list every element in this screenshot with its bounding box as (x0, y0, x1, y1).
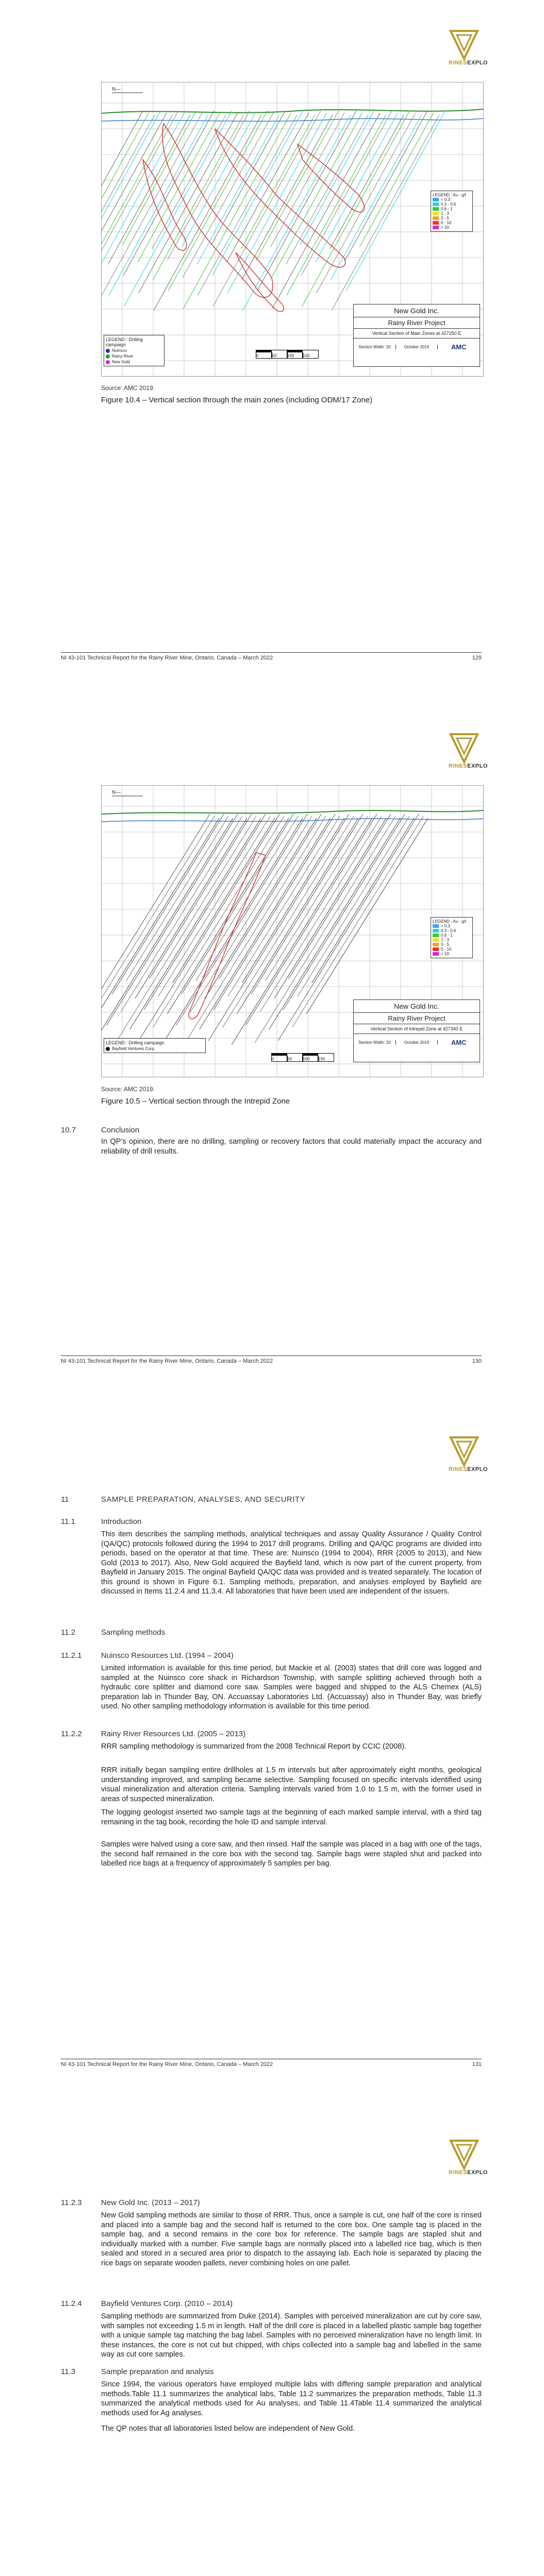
section-paragraph: RRR initially began sampling entire drillholes at 1.5 m intervals but after approximately eight months, geological understanding improved, and sampling became selective. Sampling focused on specific intervals identified using visual mineralization and alteration criteria. Sampling intervals varied from 1.0 to 1.5 m, with the former used in areas of suspected mineralization. (101, 1766, 482, 1803)
drilling-legend-list (106, 1046, 204, 1051)
rinesexplo-logo (449, 29, 488, 72)
section-paragraph: Samples were halved using a core saw, and then rinsed. Half the sample was placed in a bag with one of the tags, the second half remained in the core box with the second tag. Sample bags were stapled shut and packed into labelled rice bags at a frequency of approximately 5 samples per bag. (101, 1840, 482, 1868)
scale-tick: 0 (256, 350, 272, 358)
section-paragraph: Limited information is available for this time period, but Mackie et al. (2003) states that drill core was logged and sampled at the Nuinsco core shack in Richardson Township, with sample splitting achieved through both a hydraulic core splitter and diamond core saw. Samples were bagged and shipped to the ALS Chemex (ALS) preparation lab in Thunder Bay, ON. Accuassay Laboratories Ltd. (Accuassay) also in Thunder Bay, was briefly used. No other sampling methodology information is available for this time period. (101, 1664, 482, 1710)
logo-triangle-icon (449, 1435, 480, 1467)
logo-text-part1: RINES (449, 763, 468, 769)
section-heading: Sample preparation and analysis (101, 2367, 214, 2376)
logo-text (449, 763, 488, 769)
grade-color-swatch (433, 924, 439, 928)
grade-legend (431, 917, 473, 958)
campaign-dot-icon (106, 360, 110, 364)
section-heading: Bayfield Ventures Corp. (2010 – 2014) (101, 2299, 233, 2308)
grade-color-swatch (433, 202, 439, 206)
report-page-131 (0, 1406, 544, 2110)
grade-legend-item: 0.6 - 1 (433, 933, 471, 938)
grade-legend-item: 0.3 - 0.6 (433, 202, 471, 207)
title-project: Rainy River Project (354, 1013, 480, 1024)
figure-10-4-section-map (101, 82, 484, 377)
logo-text-part2: EXPLO (467, 2170, 488, 2176)
drilling-legend (104, 335, 164, 366)
drilling-legend-item: New Gold (106, 360, 162, 364)
logo-triangle-icon (449, 2139, 480, 2171)
grade-legend-item: 0.3 - 0.6 (433, 928, 471, 933)
grade-legend-item: 5 - 10 (433, 947, 471, 952)
title-company: New Gold Inc. (354, 304, 480, 317)
section-heading: New Gold Inc. (2013 – 2017) (101, 2198, 200, 2207)
section-heading: Rainy River Resources Ltd. (2005 – 2013) (101, 1730, 246, 1738)
grade-color-swatch (433, 938, 439, 942)
report-page-129 (0, 0, 544, 703)
drilling-legend-item: Rainy River (106, 354, 162, 359)
svg-text:N—: N— (112, 87, 121, 92)
rinesexplo-logo (449, 1435, 488, 1479)
scale-tick: 150 (318, 1054, 334, 1061)
grade-color-swatch (433, 216, 439, 220)
page-footer (61, 2059, 482, 2067)
logo-text-part2: EXPLO (467, 763, 488, 769)
section-paragraph: The QP notes that all laboratories listed below are independent of New Gold. (101, 2425, 355, 2433)
grade-legend-item: < 0.3 (433, 197, 471, 202)
drilling-legend-item: Bayfield Ventures Corp. (106, 1046, 204, 1051)
section-paragraph: Since 1994, the various operators have employed multiple labs with differing sample preparation and analytical methods.Table 11.1 summarizes the analytical labs, Table 11.2 summarizes the preparation methods, Table 11.3 summarized the analytical methods used for Au analyses, and Table 11.4Table 11.4 summarized the analytical methods used for Ag analyses. (101, 2380, 482, 2417)
section-paragraph: This item describes the sampling methods, analytical techniques and assay Quality Assurance / Quality Control (QA/QC) protocols followed during the 1994 to 2017 drill programs. Drilling and QA/QC programs are divided into periods, based on the operator at that time. These are: Nuinsco (1994 to 2004), RRR (2005 to 2013), and New Gold (2013 to 2017). Also, New Gold acquired the Bayfield land, which is now part of the current property, from Bayfield in January 2015. The original Bayfield QA/QC data was provided and is treated separately. The location of this ground is shown in Figure 6.1. Sampling methods, preparation, and analyses employed by Bayfield are discussed in Items 11.2.4 and 11.3.4. All laboratories that have been used are independent of the issuers. (101, 1530, 482, 1596)
title-section: Vertical Section of Intrepid Zone at 427340 E (354, 1024, 480, 1034)
campaign-dot-icon (106, 1047, 110, 1051)
grade-color-swatch (433, 934, 439, 937)
drilling-legend (104, 1038, 206, 1053)
section-number: 11 (61, 1495, 69, 1504)
scale-tick: 50 (272, 350, 287, 358)
page-footer (61, 652, 482, 661)
amc-logo: AMC (451, 1038, 467, 1046)
grade-legend-item: < 0.3 (433, 924, 471, 928)
logo-text-part1: RINES (449, 2170, 468, 2176)
logo-text-part2: EXPLO (467, 60, 488, 66)
section-10-7 (61, 1126, 482, 1157)
footer-page-number: 129 (472, 655, 482, 661)
footer-report-title: NI 43-101 Technical Report for the Rainy River Mine, Ontario, Canada – March 2022 (61, 655, 273, 661)
figure-10-4-caption: Figure 10.4 – Vertical section through the main zones (including ODM/17 Zone) (101, 396, 373, 404)
drilling-legend-list (106, 348, 162, 364)
grade-color-swatch (433, 207, 439, 211)
section-heading: Nuinsco Resources Ltd. (1994 – 2004) (101, 1651, 234, 1660)
grade-legend-list (433, 924, 471, 956)
scale-tick: 150 (303, 350, 318, 358)
grade-legend-list (433, 197, 471, 230)
logo-text (449, 1466, 488, 1472)
section-paragraph: The logging geologist inserted two sample tags at the beginning of each marked sample interval, with a third tag remaining in the tag book, recording the hole ID and sample interval. (101, 1808, 482, 1826)
grade-legend-item: 3 - 5 (433, 942, 471, 947)
scale-tick: 100 (303, 1054, 318, 1061)
grade-color-swatch (433, 221, 439, 225)
grade-color-swatch (433, 952, 439, 956)
grade-legend (431, 191, 473, 232)
section-number: 11.2.1 (61, 1651, 82, 1660)
section-number: 11.2 (61, 1628, 76, 1637)
drilling-legend-title: LEGEND : Drilling campaign (106, 337, 143, 347)
amc-logo: AMC (451, 343, 467, 351)
grade-color-swatch (433, 947, 439, 951)
figure-title-block (353, 304, 480, 367)
figure-10-5-source: Source: AMC 2019. (101, 1086, 155, 1093)
logo-triangle-icon (449, 732, 480, 764)
title-section: Vertical Section of Main Zones at 427250 E (354, 329, 480, 338)
figure-10-5-caption: Figure 10.5 – Vertical section through the Intrepid Zone (101, 1097, 290, 1106)
scale-tick: 50 (287, 1054, 303, 1061)
grade-legend-item: 1 - 3 (433, 211, 471, 216)
title-section-width: Section Width: 20 (354, 1040, 396, 1045)
section-paragraph: New Gold sampling methods are similar to those of RRR. Thus, once a sample is cut, one half of the core is rinsed and placed into a sample bag and the second half is returned to the core box. One sample tag is placed in the sample bag, and a second remains in the core box for reference. The sample bags are stapled shut and individually marked with a number. Five sample bags are normally placed into a labelled rice bag, which is then sealed and stored in a secured area prior to dispatch to the assaying lab. Each hole is separated by placing the rice bags on separate wooden pallets, never combining holes on one pallet. (101, 2211, 482, 2267)
page-footer (61, 1355, 482, 1364)
section-heading: Conclusion (101, 1126, 140, 1134)
drilling-legend-title: LEGEND : Drilling campaign (106, 1040, 164, 1045)
section-heading: Sampling methods (101, 1628, 166, 1637)
svg-text:N—: N— (112, 790, 121, 795)
grade-legend-item: > 10 (433, 225, 471, 230)
section-paragraph: RRR sampling methodology is summarized from the 2008 Technical Report by CCIC (2008). (101, 1742, 407, 1751)
section-number: 11.2.3 (61, 2198, 82, 2207)
grade-legend-title: LEGEND : Au - g/t (433, 193, 466, 197)
section-paragraph: In QP’s opinion, there are no drilling, sampling or recovery factors that could materially impact the accuracy and reliability of drill results. (101, 1138, 482, 1156)
section-number: 11.2.4 (61, 2299, 82, 2308)
figure-10-5-section-map (101, 785, 484, 1077)
footer-report-title: NI 43-101 Technical Report for the Rainy River Mine, Ontario, Canada – March 2022 (61, 1358, 273, 1364)
title-company: New Gold Inc. (354, 1000, 480, 1013)
report-page-132 (0, 2110, 544, 2576)
campaign-dot-icon (106, 349, 110, 353)
section-heading: Introduction (101, 1517, 142, 1526)
section-paragraph: Sampling methods are summarized from Duke (2014). Samples with perceived mineralization are cut by core saw, with samples not exceeding 1.5 m in length. Half of the drill core is placed in a labelled plastic sample bag together with a unique sample tag matching the bag label. Samples with no perceived mineralization have no length limit. In these instances, the core is not cut but chipped, with chips collected into a sample bag and labelled in the same way as cut core samples. (101, 2312, 482, 2359)
figure-title-block (353, 999, 480, 1062)
logo-text-part1: RINES (449, 1466, 468, 1472)
scale-bar (256, 350, 318, 358)
scale-tick: 100 (287, 350, 303, 358)
section-number: 11.2.2 (61, 1730, 82, 1738)
title-project: Rainy River Project (354, 317, 480, 329)
logo-triangle-icon (449, 29, 480, 61)
grade-legend-item: > 10 (433, 952, 471, 956)
drilling-legend-item: Nuinsco (106, 348, 162, 353)
section-heading: SAMPLE PREPARATION, ANALYSES, AND SECURITY (101, 1495, 306, 1504)
grade-color-swatch (433, 226, 439, 229)
title-section-width: Section Width: 20 (354, 345, 396, 349)
footer-page-number: 130 (472, 1358, 482, 1364)
grade-legend-item: 3 - 5 (433, 216, 471, 221)
section-number: 11.3 (61, 2367, 76, 2376)
grade-color-swatch (433, 943, 439, 946)
grade-color-swatch (433, 198, 439, 201)
footer-report-title: NI 43-101 Technical Report for the Rainy River Mine, Ontario, Canada – March 2022 (61, 2061, 273, 2067)
rinesexplo-logo (449, 2139, 488, 2182)
logo-text (449, 60, 488, 66)
logo-text-part1: RINES (449, 60, 468, 66)
logo-text (449, 2170, 488, 2176)
section-number: 11.1 (61, 1517, 76, 1526)
campaign-dot-icon (106, 354, 110, 359)
grade-color-swatch (433, 212, 439, 215)
grade-legend-title: LEGEND : Au - g/t (433, 919, 466, 924)
scale-bar (272, 1054, 334, 1061)
figure-10-4-source: Source: AMC 2019. (101, 384, 155, 392)
report-page-130 (0, 703, 544, 1406)
title-date: October 2019 (396, 345, 438, 349)
grade-legend-item: 0.6 - 1 (433, 207, 471, 211)
grade-legend-item: 5 - 10 (433, 221, 471, 225)
rinesexplo-logo (449, 732, 488, 775)
title-footer-row (354, 1034, 480, 1050)
grade-legend-item: 1 - 3 (433, 938, 471, 942)
title-footer-row (354, 338, 480, 355)
logo-text-part2: EXPLO (467, 1466, 488, 1472)
footer-page-number: 131 (472, 2061, 482, 2067)
title-date: October 2019 (396, 1040, 438, 1045)
grade-color-swatch (433, 929, 439, 933)
section-number: 10.7 (61, 1126, 76, 1134)
scale-tick: 0 (272, 1054, 287, 1061)
